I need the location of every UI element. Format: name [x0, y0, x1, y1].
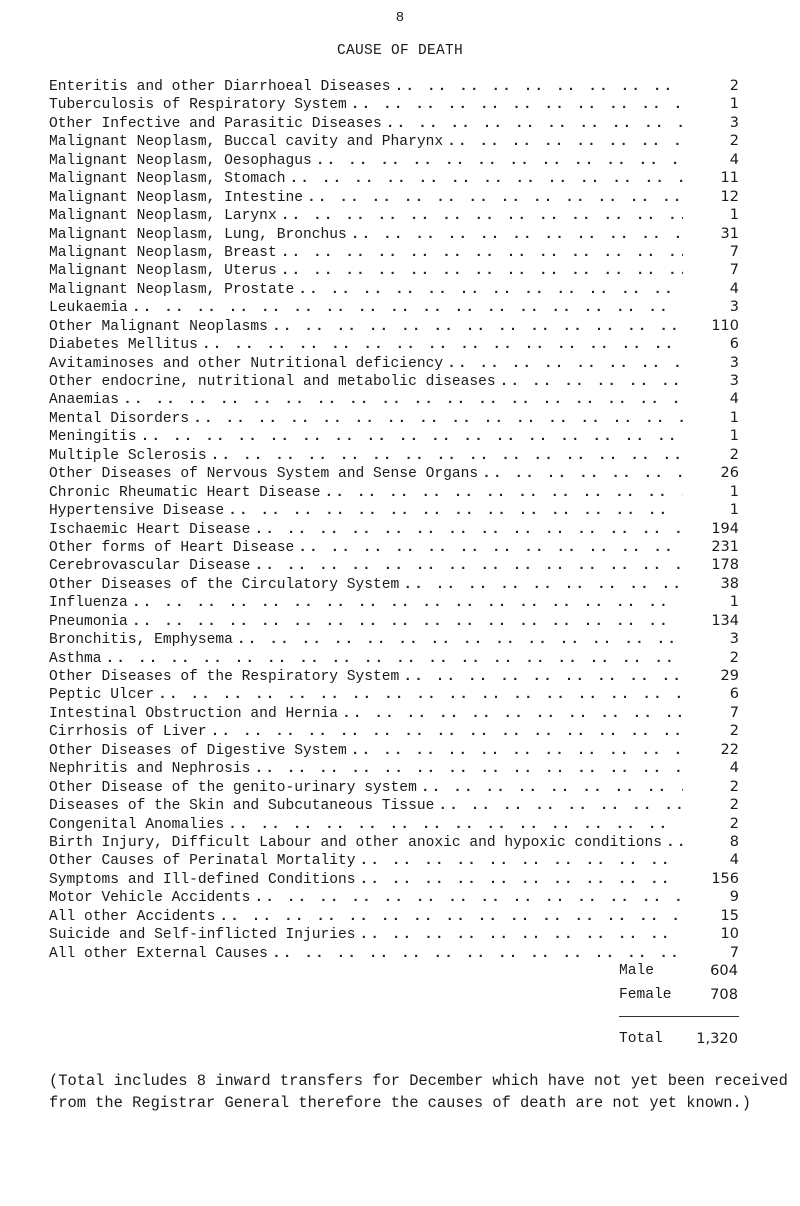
cause-label: Other Infective and Parasitic Diseases: [49, 115, 382, 132]
cause-row: [49, 114, 739, 132]
cause-label: Diabetes Mellitus: [49, 337, 198, 354]
cause-label: Malignant Neoplasm, Lung, Bronchus: [49, 226, 347, 243]
cause-count: 4: [729, 852, 739, 869]
grand-total-row: [0, 1028, 800, 1050]
cause-label: Malignant Neoplasm, Intestine: [49, 189, 303, 206]
cause-row: [49, 483, 739, 501]
dot-leader: [219, 908, 683, 925]
cause-row: [49, 796, 739, 814]
cause-count: 178: [711, 557, 739, 574]
cause-row: [49, 317, 739, 335]
cause-row: [49, 907, 739, 925]
cause-row: [49, 464, 739, 482]
cause-row: [49, 169, 739, 187]
cause-label: Other forms of Heart Disease: [49, 539, 295, 556]
dot-leader: [272, 318, 683, 335]
cause-label: Malignant Neoplasm, Buccal cavity and Pharynx: [49, 134, 444, 151]
cause-row: [49, 630, 739, 648]
cause-count: 2: [729, 649, 739, 666]
cause-label: Malignant Neoplasm, Larynx: [49, 208, 277, 225]
cause-row: [49, 335, 739, 353]
cause-label: Other Diseases of Nervous System and Sense Organs: [49, 466, 479, 483]
cause-label: Congenital Anomalies: [49, 816, 225, 833]
cause-row: [49, 298, 739, 316]
cause-count: 11: [720, 170, 739, 187]
cause-label: Peptic Ulcer: [49, 687, 155, 704]
dot-leader: [403, 576, 683, 593]
page-number: 8: [395, 10, 405, 26]
male-label: Male: [619, 963, 655, 979]
cause-count: 1: [729, 207, 739, 224]
cause-count: 6: [729, 686, 739, 703]
cause-row: [49, 722, 739, 740]
cause-row: [49, 261, 739, 279]
dot-leader: [447, 133, 683, 150]
cause-label: Hypertensive Disease: [49, 503, 225, 520]
cause-label: Other Diseases of the Circulatory System: [49, 576, 400, 593]
cause-label: Motor Vehicle Accidents: [49, 890, 251, 907]
cause-row: [49, 778, 739, 796]
cause-count: 3: [729, 373, 739, 389]
cause-count: 1: [729, 483, 739, 500]
dot-leader: [211, 723, 683, 740]
cause-label: Other Causes of Perinatal Mortality: [49, 853, 356, 870]
cause-row: [49, 685, 739, 703]
dot-leader: [403, 668, 683, 685]
dot-leader: [325, 484, 684, 501]
cause-count: 31: [720, 225, 739, 242]
dot-leader: [307, 189, 683, 206]
cause-row: [49, 925, 739, 943]
cause-row: [49, 427, 739, 445]
cause-label: Birth Injury, Difficult Labour and other anoxic and hypoxic conditions: [49, 834, 663, 851]
cause-row: [49, 520, 739, 538]
cause-count: 6: [729, 336, 739, 353]
cause-count: 2: [729, 778, 739, 795]
cause-label: Anaemias: [49, 392, 120, 409]
cause-count: 3: [729, 631, 739, 648]
dot-leader: [351, 96, 683, 113]
cause-label: Influenza: [49, 595, 128, 612]
cause-count: 38: [720, 575, 739, 592]
cause-count: 4: [729, 760, 739, 777]
cause-label: All other External Causes: [49, 945, 268, 962]
cause-count: 2: [729, 723, 739, 740]
cause-count: 194: [711, 520, 739, 537]
cause-label: Asthma: [49, 650, 102, 667]
cause-label: Malignant Neoplasm, Breast: [49, 244, 277, 261]
dot-leader: [298, 539, 683, 556]
dot-leader: [158, 686, 683, 703]
cause-label: Diseases of the Skin and Subcutaneous Tissue: [49, 798, 435, 815]
dot-leader: [447, 355, 683, 372]
cause-label: All other Accidents: [49, 908, 216, 925]
cause-count: 3: [729, 114, 739, 131]
cause-row: [49, 372, 739, 390]
cause-label: Other Diseases of the Respiratory System: [49, 669, 400, 685]
cause-row: [49, 501, 739, 519]
cause-row: [49, 77, 739, 95]
female-value: 708: [710, 986, 738, 1003]
cause-row: [49, 151, 739, 169]
cause-label: Leukaemia: [49, 300, 128, 317]
dot-leader: [360, 926, 683, 943]
dot-leader: [316, 152, 683, 169]
cause-count: 2: [729, 133, 739, 150]
dot-leader: [281, 207, 683, 224]
cause-label: Suicide and Self-inflicted Injuries: [49, 927, 356, 944]
cause-count: 2: [729, 797, 739, 814]
cause-row: [49, 575, 739, 593]
cause-count: 2: [729, 815, 739, 832]
dot-leader: [421, 779, 683, 796]
cause-count: 1: [729, 409, 739, 426]
cause-row: [49, 132, 739, 150]
cause-label: Other Diseases of Digestive System: [49, 742, 347, 759]
cause-label: Other endocrine, nutritional and metabolic diseases: [49, 374, 496, 390]
dot-leader: [351, 742, 683, 759]
footnote: (Total includes 8 inward transfers for December which have not yet been received from the Registrar General therefore the causes of death are not yet known.): [49, 1072, 788, 1112]
dot-leader: [360, 871, 683, 888]
cause-count: 231: [711, 538, 739, 555]
cause-count: 3: [729, 299, 739, 316]
male-value: 604: [710, 962, 738, 979]
cause-label: Mental Disorders: [49, 410, 190, 427]
cause-row: [49, 888, 739, 906]
cause-label: Other Disease of the genito-urinary system: [49, 779, 417, 796]
cause-count: 9: [729, 889, 739, 906]
dot-leader: [289, 170, 683, 187]
cause-row: [49, 741, 739, 759]
total-label: Total: [619, 1031, 663, 1047]
cause-label: Pneumonia: [49, 613, 128, 630]
cause-count: 1: [729, 428, 739, 445]
cause-row: [49, 870, 739, 888]
dot-leader: [395, 78, 683, 95]
dot-leader: [132, 299, 683, 316]
cause-row: [49, 188, 739, 206]
cause-label: Avitaminoses and other Nutritional deficiency: [49, 355, 444, 372]
cause-row: [49, 95, 739, 113]
dot-leader: [254, 521, 683, 538]
cause-count: 29: [720, 668, 739, 684]
dot-leader: [666, 834, 683, 851]
cause-row: [49, 649, 739, 667]
cause-label: Symptoms and Ill-defined Conditions: [49, 871, 356, 888]
cause-row: [49, 759, 739, 777]
cause-label: Cirrhosis of Liver: [49, 724, 207, 741]
cause-row: [49, 833, 739, 851]
dot-leader: [228, 816, 683, 833]
cause-label: Malignant Neoplasm, Uterus: [49, 263, 277, 280]
dot-leader: [193, 410, 683, 427]
cause-label: Enteritis and other Diarrhoeal Diseases: [49, 79, 391, 95]
cause-count: 10: [720, 926, 739, 943]
cause-count: 7: [729, 243, 739, 260]
cause-row: [49, 280, 739, 298]
cause-label: Multiple Sclerosis: [49, 447, 207, 464]
cause-label: Bronchitis, Emphysema: [49, 632, 233, 649]
cause-label: Other Malignant Neoplasms: [49, 318, 268, 335]
dot-leader: [438, 797, 683, 814]
cause-label: Malignant Neoplasm, Oesophagus: [49, 152, 312, 169]
dot-leader: [351, 226, 683, 243]
cause-row: [49, 667, 739, 685]
dot-leader: [141, 428, 683, 445]
cause-count: 8: [729, 833, 739, 850]
dot-leader: [482, 465, 683, 482]
cause-label: Meningitis: [49, 429, 137, 446]
cause-row: [49, 815, 739, 833]
dot-leader: [298, 281, 683, 298]
cause-count: 7: [729, 944, 739, 961]
cause-count: 4: [729, 391, 739, 408]
cause-count: 1: [729, 594, 739, 611]
female-total-row: [0, 984, 800, 1006]
cause-count: 15: [720, 907, 739, 924]
cause-label: Malignant Neoplasm, Stomach: [49, 171, 286, 188]
dot-leader: [360, 852, 683, 869]
dot-leader: [237, 631, 683, 648]
cause-count: 3: [729, 354, 739, 371]
cause-label: Ischaemic Heart Disease: [49, 521, 251, 538]
male-total-row: [0, 960, 800, 982]
dot-leader: [211, 447, 683, 464]
cause-count: 4: [729, 280, 739, 297]
cause-row: [49, 409, 739, 427]
dot-leader: [254, 889, 683, 906]
cause-row: [49, 446, 739, 464]
cause-row: [49, 206, 739, 224]
page-title: CAUSE OF DEATH: [336, 43, 464, 59]
dot-leader: [123, 391, 683, 408]
cause-count: 26: [720, 465, 739, 482]
dot-leader: [254, 760, 683, 777]
cause-label: Nephritis and Nephrosis: [49, 761, 251, 778]
cause-count: 110: [711, 317, 739, 334]
dot-leader: [202, 336, 683, 353]
cause-row: [49, 593, 739, 611]
dot-leader: [106, 650, 683, 667]
cause-row: [49, 612, 739, 630]
dot-leader: [386, 115, 683, 132]
cause-count: 1: [729, 502, 739, 519]
cause-count: 7: [729, 262, 739, 279]
cause-label: Malignant Neoplasm, Prostate: [49, 281, 295, 298]
dot-leader: [132, 613, 683, 630]
total-rule: [619, 1016, 739, 1017]
dot-leader: [281, 262, 683, 279]
cause-of-death-list: [49, 77, 739, 962]
dot-leader: [500, 373, 683, 390]
cause-count: 12: [720, 188, 739, 205]
cause-row: [49, 538, 739, 556]
cause-label: Cerebrovascular Disease: [49, 558, 251, 575]
cause-row: [49, 851, 739, 869]
cause-count: 22: [720, 741, 739, 758]
cause-row: [49, 704, 739, 722]
cause-row: [49, 556, 739, 574]
dot-leader: [281, 244, 683, 261]
total-value: 1,320: [696, 1030, 738, 1047]
cause-count: 4: [729, 151, 739, 168]
cause-count: 7: [729, 704, 739, 721]
cause-count: 2: [729, 78, 739, 94]
cause-label: Chronic Rheumatic Heart Disease: [49, 484, 321, 501]
cause-count: 2: [729, 446, 739, 463]
female-label: Female: [619, 987, 672, 1003]
cause-label: Intestinal Obstruction and Hernia: [49, 705, 339, 722]
cause-count: 134: [711, 612, 739, 629]
dot-leader: [254, 557, 683, 574]
dot-leader: [228, 502, 683, 519]
cause-row: [49, 390, 739, 408]
cause-count: 1: [729, 96, 739, 113]
dot-leader: [132, 594, 683, 611]
cause-row: [49, 354, 739, 372]
dot-leader: [342, 705, 683, 722]
cause-row: [49, 243, 739, 261]
cause-row: [49, 225, 739, 243]
cause-count: 156: [711, 870, 739, 887]
cause-label: Tuberculosis of Respiratory System: [49, 97, 347, 114]
